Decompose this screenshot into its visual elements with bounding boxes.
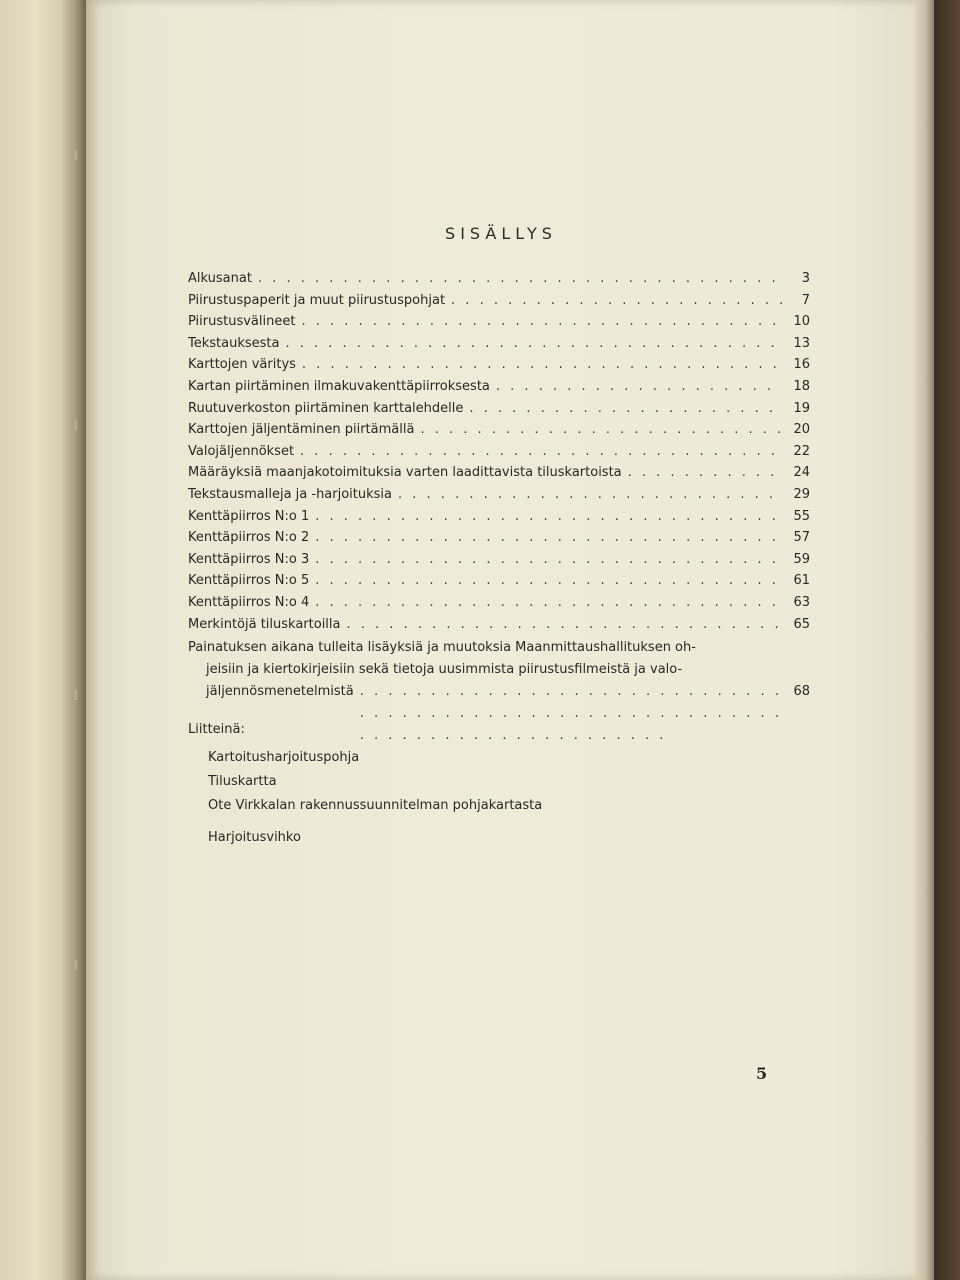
toc-entry: [188, 570, 810, 592]
table-of-contents: [188, 268, 810, 747]
toc-leader-dots: [301, 311, 782, 333]
toc-entry-page: 29: [793, 486, 810, 502]
binding-stitch: [74, 690, 77, 700]
toc-entry-page: 59: [793, 551, 810, 567]
document-page: [86, 0, 916, 1280]
toc-entry-page: 24: [793, 465, 810, 481]
toc-leader-dots: [347, 614, 783, 636]
binding-stitch: [74, 150, 77, 160]
toc-entry-title: Kartan piirtäminen ilmakuvakenttäpiirroksesta: [188, 378, 490, 394]
toc-entry-long-line: Painatuksen aikana tulleita lisäyksiä ja muutoksia Maanmittaushallituksen oh-: [188, 640, 696, 656]
toc-entry: [188, 376, 810, 398]
toc-entry-title: Kenttäpiirros N:o 5: [188, 573, 310, 589]
toc-leader-dots: [451, 290, 782, 312]
toc-entry-title: Määräyksiä maanjakotoimituksia varten laadittavista tiluskartoista: [188, 465, 622, 481]
toc-entry-title: Tekstausmalleja ja -harjoituksia: [188, 486, 393, 502]
toc-entry-page: 65: [793, 616, 810, 632]
appendix-item: Tiluskartta: [208, 774, 277, 789]
toc-leader-dots: [360, 681, 782, 747]
appendix-item: Harjoitusvihko: [208, 830, 301, 845]
toc-entry: [188, 592, 810, 614]
toc-entry-page: 57: [793, 530, 810, 546]
toc-leader-dots: [258, 268, 782, 290]
toc-entry-title: Alkusanat: [188, 271, 252, 286]
toc-leader-dots: [315, 570, 782, 592]
page-number: 5: [756, 1064, 768, 1083]
toc-entry-page: 13: [793, 335, 810, 351]
toc-entry-long: [188, 637, 810, 747]
toc-entry-long-line: jäljennösmenetelmistä: [206, 684, 354, 700]
toc-entry: [188, 419, 810, 441]
toc-leader-dots: [302, 354, 782, 376]
toc-entry-long-line: jeisiin ja kiertokirjeisiin sekä tietoja uusimmista piirustusfilmeistä ja valo-: [206, 662, 683, 678]
page-title: SISÄLLYS: [445, 224, 557, 243]
appendix-item: Ote Virkkalan rakennussuunnitelman pohjakartasta: [208, 798, 543, 813]
toc-entry-page: 19: [793, 400, 810, 416]
toc-entry: [188, 549, 810, 571]
toc-leader-dots: [469, 398, 782, 420]
toc-entry-title: Piirustusvälineet: [188, 314, 296, 330]
toc-entry-page: 63: [793, 594, 810, 610]
toc-entry-title: Kenttäpiirros N:o 1: [188, 508, 310, 524]
toc-leader-dots: [420, 419, 782, 441]
toc-leader-dots: [496, 376, 782, 398]
toc-entry-long-last: [188, 681, 810, 747]
page-edge: [916, 0, 934, 1280]
binding-stitch: [74, 960, 77, 970]
toc-entry-title: Karttojen jäljentäminen piirtämällä: [188, 422, 415, 438]
toc-entry-page: 10: [793, 314, 810, 330]
table-surface: [934, 0, 960, 1280]
toc-leader-dots: [398, 484, 782, 506]
toc-entry-page: 55: [793, 508, 810, 524]
toc-entry-page: 7: [801, 292, 810, 308]
toc-entry-page: 18: [793, 378, 810, 394]
toc-entry: [188, 506, 810, 528]
toc-entry-page: 3: [801, 271, 810, 286]
toc-leader-dots: [315, 549, 782, 571]
toc-entry: [188, 354, 810, 376]
toc-entry-title: Merkintöjä tiluskartoilla: [188, 616, 341, 632]
toc-entry: [188, 527, 810, 549]
toc-entry-title: Kenttäpiirros N:o 4: [188, 594, 310, 610]
toc-entry: [188, 484, 810, 506]
toc-entry: [188, 290, 810, 312]
toc-leader-dots: [300, 441, 782, 463]
toc-entry: [188, 398, 810, 420]
toc-entry: [188, 268, 810, 290]
toc-entry-page: 68: [793, 684, 810, 700]
toc-entry: [188, 441, 810, 463]
toc-entry-title: Piirustuspaperit ja muut piirustuspohjat: [188, 292, 446, 308]
toc-leader-dots: [315, 592, 782, 614]
toc-entry-title: Ruutuverkoston piirtäminen karttalehdelle: [188, 400, 464, 416]
toc-leader-dots: [628, 462, 782, 484]
toc-entry-page: 61: [793, 573, 810, 589]
toc-entry-title: Tekstauksesta: [188, 335, 280, 351]
toc-entry-page: 22: [793, 443, 810, 459]
book-gutter: [60, 0, 88, 1280]
toc-entry-page: 16: [793, 357, 810, 373]
appendix-label: Liitteinä:: [188, 722, 245, 737]
toc-leader-dots: [315, 506, 782, 528]
toc-entry: [188, 333, 810, 355]
toc-entry-title: Kenttäpiirros N:o 2: [188, 530, 310, 546]
toc-leader-dots: [315, 527, 782, 549]
toc-entry-page: 20: [793, 422, 810, 438]
appendix-item: Kartoitusharjoituspohja: [208, 750, 360, 765]
toc-entry: [188, 311, 810, 333]
toc-entry-title: Kenttäpiirros N:o 3: [188, 551, 310, 567]
toc-entry-title: Karttojen väritys: [188, 357, 296, 373]
toc-entry-title: Valojäljennökset: [188, 443, 295, 459]
toc-entry: [188, 614, 810, 636]
toc-entry: [188, 462, 810, 484]
toc-leader-dots: [285, 333, 782, 355]
appendix-list: [208, 746, 542, 850]
binding-stitch: [74, 420, 77, 430]
